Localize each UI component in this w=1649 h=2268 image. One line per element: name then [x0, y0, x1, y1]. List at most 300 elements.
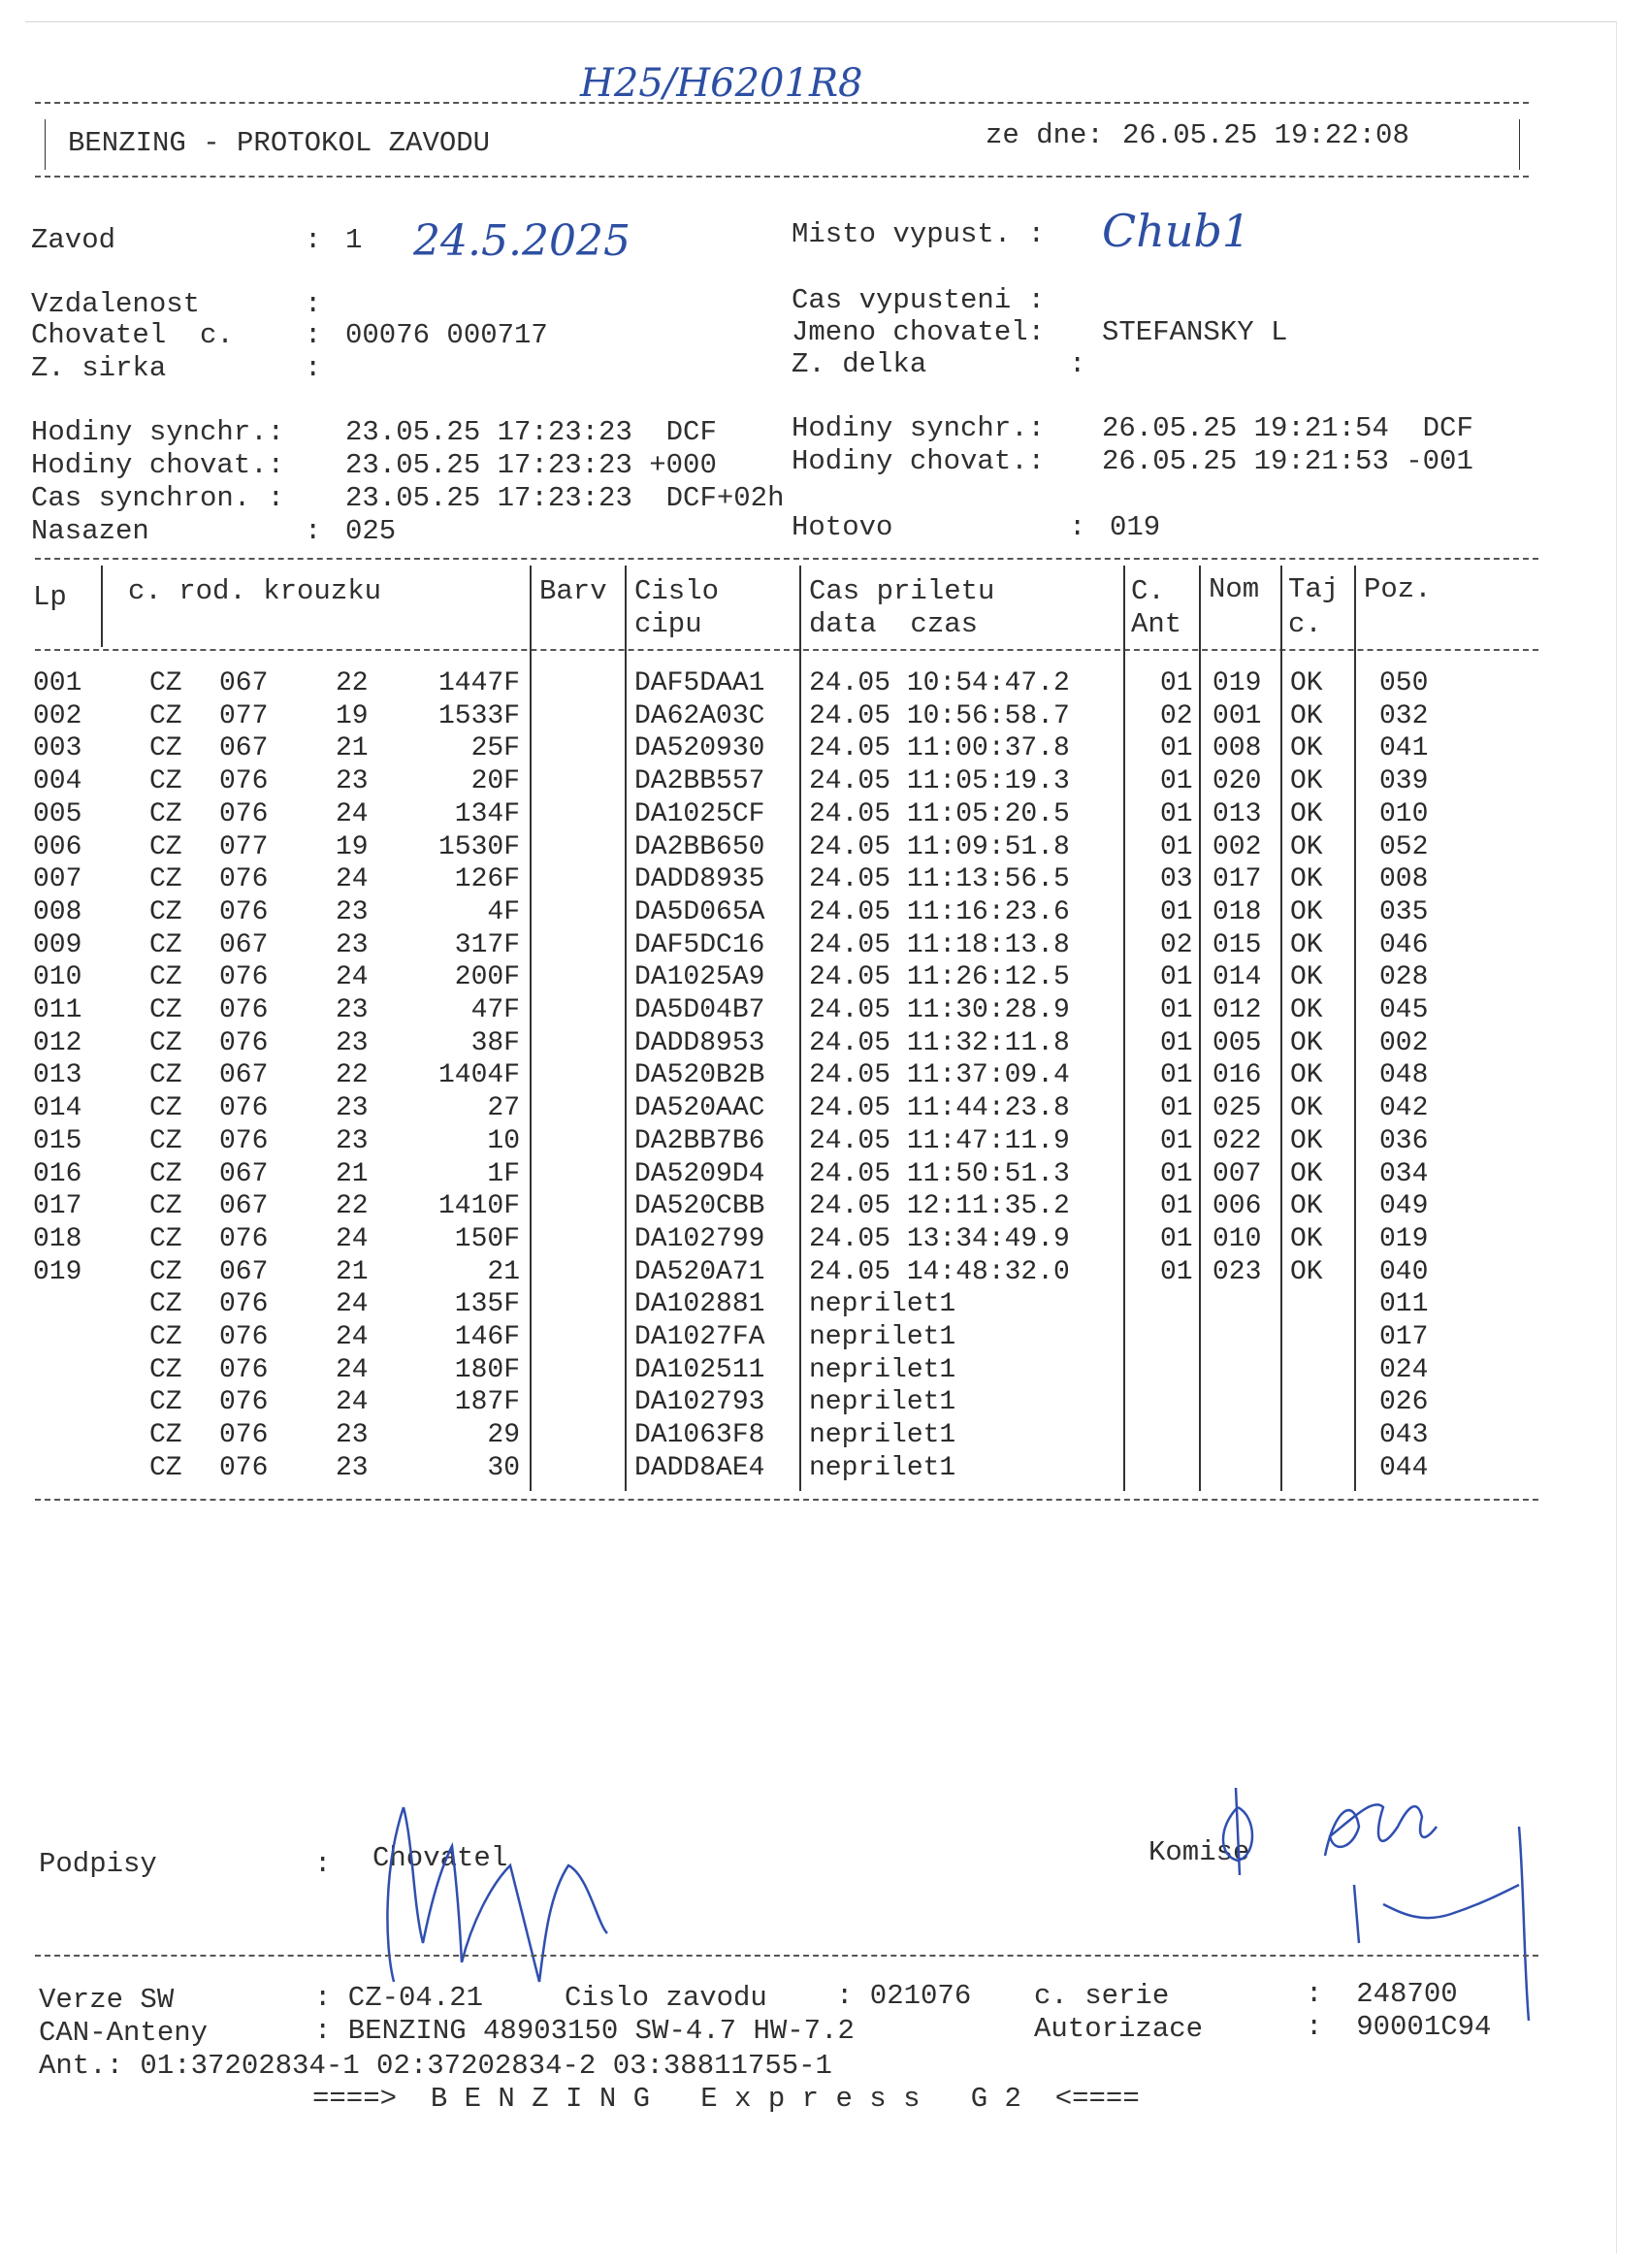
zsirka-colon: :	[305, 352, 322, 384]
cell-ant: 01	[1160, 798, 1193, 829]
cell-cz: CZ	[149, 1158, 182, 1189]
th-ring: c. rod. krouzku	[128, 575, 382, 607]
zsirka-label: Z. sirka	[31, 352, 167, 384]
cell-poz: 043	[1379, 1420, 1429, 1451]
cell-ring-b: 23	[336, 1125, 369, 1156]
header-date-value: 26.05.25 19:22:08	[1122, 119, 1409, 151]
cell-lp: 010	[33, 962, 82, 993]
cas-vypusteni-label: Cas vypusteni :	[792, 284, 1046, 316]
cell-ant: 02	[1160, 700, 1193, 731]
cell-taj: OK	[1290, 1223, 1323, 1254]
cell-ant: 01	[1160, 896, 1193, 927]
cell-nom: 008	[1212, 733, 1262, 764]
cell-cz: CZ	[149, 1256, 182, 1287]
cell-chip: DA1025A9	[634, 962, 765, 993]
cell-lp: 013	[33, 1060, 82, 1091]
cell-time: 24.05 11:26:12.5	[809, 962, 1070, 993]
cell-ring-num: 38F	[470, 1027, 520, 1058]
cell-lp: 011	[33, 995, 82, 1025]
header-right-border	[1519, 119, 1520, 170]
cell-ring-a: 076	[219, 1289, 269, 1320]
podpisy-colon: :	[314, 1848, 332, 1880]
cell-lp: 008	[33, 896, 82, 927]
cell-chip: DA5209D4	[634, 1158, 765, 1189]
cell-ring-a: 076	[219, 864, 269, 895]
cell-ring-a: 067	[219, 1158, 269, 1189]
cell-cz: CZ	[149, 1322, 182, 1352]
th-c: C.	[1131, 575, 1165, 607]
cell-time: 24.05 11:37:09.4	[809, 1060, 1070, 1091]
table-row	[25, 897, 1538, 929]
cell-ring-num: 150F	[454, 1223, 520, 1254]
cell-poz: 035	[1379, 896, 1429, 927]
cell-time: neprilet1	[809, 1289, 956, 1320]
cell-ring-a: 067	[219, 668, 269, 698]
cell-cz: CZ	[149, 1387, 182, 1418]
cell-taj: OK	[1290, 864, 1323, 895]
cell-poz: 008	[1379, 864, 1429, 895]
col-divider-lp	[101, 566, 103, 647]
cell-ring-num: 180F	[454, 1354, 520, 1385]
cell-poz: 017	[1379, 1322, 1429, 1352]
cell-time: 24.05 12:11:35.2	[809, 1191, 1070, 1222]
table-row	[25, 1355, 1538, 1387]
header-title: BENZING - PROTOKOL ZAVODU	[68, 127, 491, 159]
table-row	[25, 1453, 1538, 1485]
cell-cz: CZ	[149, 1125, 182, 1156]
table-top-border	[35, 558, 1538, 560]
cell-cz: CZ	[149, 831, 182, 862]
cell-poz: 034	[1379, 1158, 1429, 1189]
cell-poz: 048	[1379, 1060, 1429, 1091]
cell-ring-b: 24	[336, 962, 369, 993]
misto-label: Misto vypust. :	[792, 218, 1046, 250]
chovatel-label: Chovatel c.	[31, 319, 234, 351]
cell-chip: DADD8935	[634, 864, 765, 895]
cell-taj: OK	[1290, 1256, 1323, 1287]
cell-ring-a: 076	[219, 1093, 269, 1124]
cell-chip: DADD8953	[634, 1027, 765, 1058]
cell-chip: DA1063F8	[634, 1420, 765, 1451]
cell-time: 24.05 13:34:49.9	[809, 1223, 1070, 1254]
cell-taj: OK	[1290, 798, 1323, 829]
cell-ring-num: 47F	[470, 995, 520, 1025]
cell-ring-a: 076	[219, 1354, 269, 1385]
cell-ring-a: 076	[219, 1125, 269, 1156]
cell-poz: 010	[1379, 798, 1429, 829]
cell-ring-num: 20F	[470, 766, 520, 797]
cell-taj: OK	[1290, 962, 1323, 993]
cell-ant: 01	[1160, 1158, 1193, 1189]
cell-taj: OK	[1290, 831, 1323, 862]
handwritten-place: Chub1	[1102, 205, 1251, 257]
cell-poz: 041	[1379, 733, 1429, 764]
cell-chip: DA102881	[634, 1289, 765, 1320]
cell-ring-num: 134F	[454, 798, 520, 829]
cislo-zavodu-label: Cislo zavodu	[565, 1982, 767, 2014]
cell-poz: 039	[1379, 766, 1429, 797]
cell-time: 24.05 11:47:11.9	[809, 1125, 1070, 1156]
cell-taj: OK	[1290, 733, 1323, 764]
table-row	[25, 832, 1538, 864]
hod-chovat2-value: 26.05.25 19:21:53 -001	[1102, 445, 1473, 477]
hotovo-colon: :	[1069, 511, 1086, 543]
cell-nom: 010	[1212, 1223, 1262, 1254]
cell-ring-b: 24	[336, 798, 369, 829]
cell-nom: 022	[1212, 1125, 1262, 1156]
cell-poz: 049	[1379, 1191, 1429, 1222]
cell-nom: 020	[1212, 766, 1262, 797]
th-cas: Cas priletu	[809, 575, 995, 607]
cell-chip: DA2BB650	[634, 831, 765, 862]
cell-chip: DA520CBB	[634, 1191, 765, 1222]
cell-chip: DA520B2B	[634, 1060, 765, 1091]
cell-taj: OK	[1290, 896, 1323, 927]
cell-taj: OK	[1290, 1191, 1323, 1222]
cell-chip: DA520930	[634, 733, 765, 764]
cell-lp: 015	[33, 1125, 82, 1156]
can-label: CAN-Anteny	[39, 2017, 209, 2049]
cell-ring-num: 187F	[454, 1387, 520, 1418]
cell-nom: 023	[1212, 1256, 1262, 1287]
hotovo-value: 019	[1110, 511, 1161, 543]
cell-chip: DA1027FA	[634, 1322, 765, 1352]
cell-time: neprilet1	[809, 1354, 956, 1385]
cell-time: 24.05 11:09:51.8	[809, 831, 1070, 862]
cell-poz: 044	[1379, 1452, 1429, 1483]
cell-poz: 011	[1379, 1289, 1429, 1320]
cell-cz: CZ	[149, 929, 182, 960]
cell-lp: 006	[33, 831, 82, 862]
cell-ring-b: 22	[336, 1191, 369, 1222]
cell-ring-num: 25F	[470, 733, 520, 764]
th-ant: Ant	[1131, 608, 1182, 640]
cell-poz: 028	[1379, 962, 1429, 993]
handwritten-code: H25/H6201R8	[580, 61, 863, 106]
cell-nom: 018	[1212, 896, 1262, 927]
cell-ant: 01	[1160, 831, 1193, 862]
zavod-label: Zavod	[31, 224, 116, 256]
cell-chip: DA1025CF	[634, 798, 765, 829]
cell-poz: 040	[1379, 1256, 1429, 1287]
cell-ring-a: 076	[219, 995, 269, 1025]
cell-nom: 013	[1212, 798, 1262, 829]
table-row	[25, 1028, 1538, 1060]
cell-ring-b: 19	[336, 700, 369, 731]
cell-chip: DA102799	[634, 1223, 765, 1254]
cell-time: neprilet1	[809, 1387, 956, 1418]
cell-time: neprilet1	[809, 1420, 956, 1451]
cell-lp: 003	[33, 733, 82, 764]
header-top-border	[35, 102, 1529, 104]
cell-ring-b: 23	[336, 995, 369, 1025]
hod-chovat-value: 23.05.25 17:23:23 +000	[345, 449, 717, 481]
hod-synchr-value: 23.05.25 17:23:23 DCF	[345, 416, 717, 448]
header-bottom-border	[35, 176, 1529, 178]
table-row	[25, 668, 1538, 700]
table-bottom-border	[35, 1499, 1538, 1501]
cell-ant: 01	[1160, 668, 1193, 698]
cell-poz: 050	[1379, 668, 1429, 698]
cell-cz: CZ	[149, 668, 182, 698]
cell-time: neprilet1	[809, 1322, 956, 1352]
jmeno-value: STEFANSKY L	[1102, 316, 1288, 348]
table-row	[25, 1289, 1538, 1321]
cell-nom: 019	[1212, 668, 1262, 698]
express-line: ====> B E N Z I N G E x p r e s s G 2 <====	[312, 2083, 1140, 2115]
cell-chip: DA102793	[634, 1387, 765, 1418]
cell-time: 24.05 14:48:32.0	[809, 1256, 1070, 1287]
table-row	[25, 995, 1538, 1027]
cell-lp: 018	[33, 1223, 82, 1254]
cell-ring-a: 067	[219, 1256, 269, 1287]
cell-ant: 01	[1160, 1027, 1193, 1058]
cell-ring-num: 126F	[454, 864, 520, 895]
serie-label: c. serie	[1034, 1980, 1170, 2012]
cell-ring-a: 067	[219, 733, 269, 764]
cas-synchron-label: Cas synchron. :	[31, 482, 285, 514]
cell-ring-b: 21	[336, 1256, 369, 1287]
vzdalenost-label: Vzdalenost	[31, 288, 201, 320]
nasazen-value: 025	[345, 515, 397, 547]
cell-cz: CZ	[149, 962, 182, 993]
table-row	[25, 1224, 1538, 1256]
cell-cz: CZ	[149, 700, 182, 731]
cell-time: 24.05 11:18:13.8	[809, 929, 1070, 960]
cell-cz: CZ	[149, 1027, 182, 1058]
cell-cz: CZ	[149, 798, 182, 829]
cell-ring-b: 23	[336, 766, 369, 797]
cell-ring-b: 23	[336, 929, 369, 960]
cell-chip: DA102511	[634, 1354, 765, 1385]
nasazen-colon: :	[305, 515, 322, 547]
handwritten-date: 24.5.2025	[413, 216, 630, 266]
table-row	[25, 1093, 1538, 1125]
cell-nom: 014	[1212, 962, 1262, 993]
cell-poz: 052	[1379, 831, 1429, 862]
th-cipu: cipu	[634, 608, 702, 640]
cell-lp: 001	[33, 668, 82, 698]
cell-taj: OK	[1290, 1125, 1323, 1156]
th-lp: Lp	[33, 581, 67, 613]
cell-ring-a: 067	[219, 1060, 269, 1091]
cell-lp: 016	[33, 1158, 82, 1189]
cell-ring-b: 22	[336, 1060, 369, 1091]
cell-ring-num: 10	[487, 1125, 520, 1156]
cell-taj: OK	[1290, 1158, 1323, 1189]
cell-ring-a: 076	[219, 1452, 269, 1483]
cell-time: 24.05 11:00:37.8	[809, 733, 1070, 764]
table-row	[25, 1322, 1538, 1354]
verze-label: Verze SW	[39, 1984, 175, 2016]
cell-ring-b: 23	[336, 1027, 369, 1058]
table-row	[25, 701, 1538, 733]
hotovo-label: Hotovo	[792, 511, 893, 543]
hod-chovat2-label: Hodiny chovat.:	[792, 445, 1046, 477]
cell-ring-num: 1530F	[437, 831, 520, 862]
cell-taj: OK	[1290, 995, 1323, 1025]
chovatel-sign-label: Chovatel	[372, 1842, 508, 1874]
cell-poz: 019	[1379, 1223, 1429, 1254]
table-header-border	[35, 649, 1538, 651]
cell-taj: OK	[1290, 1093, 1323, 1124]
cell-ring-a: 067	[219, 1191, 269, 1222]
cell-ring-num: 1F	[487, 1158, 520, 1189]
th-poz: Poz.	[1364, 573, 1432, 605]
cell-ring-b: 23	[336, 1420, 369, 1451]
cell-time: 24.05 11:44:23.8	[809, 1093, 1070, 1124]
cell-ant: 01	[1160, 1125, 1193, 1156]
cell-ring-num: 1410F	[437, 1191, 520, 1222]
cell-cz: CZ	[149, 1289, 182, 1320]
cell-taj: OK	[1290, 766, 1323, 797]
cell-ring-num: 135F	[454, 1289, 520, 1320]
cell-ring-a: 077	[219, 831, 269, 862]
cell-ring-a: 067	[219, 929, 269, 960]
cell-ant: 01	[1160, 766, 1193, 797]
cell-chip: DAF5DC16	[634, 929, 765, 960]
cell-ring-num: 146F	[454, 1322, 520, 1352]
cell-ring-b: 24	[336, 1322, 369, 1352]
cell-chip: DA2BB557	[634, 766, 765, 797]
cell-lp: 014	[33, 1093, 82, 1124]
cell-ring-b: 24	[336, 1223, 369, 1254]
cell-ring-num: 1404F	[437, 1060, 520, 1091]
cell-taj: OK	[1290, 929, 1323, 960]
table-row	[25, 1257, 1538, 1289]
cell-nom: 015	[1212, 929, 1262, 960]
cell-lp: 017	[33, 1191, 82, 1222]
chovatel-signature	[345, 1788, 665, 2001]
cell-cz: CZ	[149, 1191, 182, 1222]
table-body	[25, 668, 1538, 1493]
zavod-value: 1	[345, 224, 363, 256]
serie-value: : 248700	[1306, 1978, 1458, 2010]
chovatel-value: 00076 000717	[345, 319, 548, 351]
cell-taj: OK	[1290, 1027, 1323, 1058]
nasazen-label: Nasazen	[31, 515, 149, 547]
cell-ring-num: 200F	[454, 962, 520, 993]
cell-ring-b: 19	[336, 831, 369, 862]
cell-cz: CZ	[149, 1354, 182, 1385]
podpisy-label: Podpisy	[39, 1848, 157, 1880]
cell-time: 24.05 11:30:28.9	[809, 995, 1070, 1025]
th-nom: Nom	[1209, 573, 1260, 605]
can-value: : BENZING 48903150 SW-4.7 HW-7.2	[314, 2015, 855, 2047]
cell-poz: 032	[1379, 700, 1429, 731]
cell-ring-num: 1533F	[437, 700, 520, 731]
cell-chip: DA520A71	[634, 1256, 765, 1287]
table-row	[25, 733, 1538, 765]
cell-cz: CZ	[149, 1420, 182, 1451]
cell-ring-b: 23	[336, 896, 369, 927]
table-row	[25, 962, 1538, 994]
zdelka-label: Z. delka	[792, 348, 927, 380]
cell-ring-a: 077	[219, 700, 269, 731]
cell-nom: 006	[1212, 1191, 1262, 1222]
table-row	[25, 1159, 1538, 1191]
cell-cz: CZ	[149, 896, 182, 927]
cell-time: 24.05 11:32:11.8	[809, 1027, 1070, 1058]
cell-poz: 046	[1379, 929, 1429, 960]
cell-ring-a: 076	[219, 896, 269, 927]
cell-cz: CZ	[149, 733, 182, 764]
chovatel-colon: :	[305, 319, 322, 351]
cell-nom: 017	[1212, 864, 1262, 895]
cell-lp: 007	[33, 864, 82, 895]
hod-synchr2-label: Hodiny synchr.:	[792, 412, 1046, 444]
cell-ring-b: 24	[336, 1387, 369, 1418]
autorizace-value: : 90001C94	[1306, 2011, 1492, 2043]
cell-time: 24.05 11:16:23.6	[809, 896, 1070, 927]
cell-ant: 02	[1160, 929, 1193, 960]
cell-nom: 007	[1212, 1158, 1262, 1189]
cell-ant: 01	[1160, 733, 1193, 764]
document-page	[25, 21, 1617, 2253]
cell-ant: 01	[1160, 1093, 1193, 1124]
header-left-border	[45, 119, 46, 170]
cell-time: 24.05 10:56:58.7	[809, 700, 1070, 731]
cell-nom: 025	[1212, 1093, 1262, 1124]
table-row	[25, 766, 1538, 798]
cell-lp: 019	[33, 1256, 82, 1287]
antenna-line: Ant.: 01:37202834-1 02:37202834-2 03:38811755-1	[39, 2050, 832, 2082]
th-data-czas: data czas	[809, 608, 979, 640]
header-date-label: ze dne:	[986, 119, 1104, 151]
table-row	[25, 1060, 1538, 1092]
verze-value: : CZ-04.21	[314, 1982, 484, 2014]
cell-taj: OK	[1290, 668, 1323, 698]
cas-synchron-value: 23.05.25 17:23:23 DCF+02h	[345, 482, 785, 514]
cislo-zavodu-value: : 021076	[836, 1980, 972, 2012]
cell-taj: OK	[1290, 700, 1323, 731]
cell-poz: 042	[1379, 1093, 1429, 1124]
cell-chip: DA2BB7B6	[634, 1125, 765, 1156]
cell-lp: 005	[33, 798, 82, 829]
cell-ring-b: 23	[336, 1452, 369, 1483]
cell-ring-num: 4F	[487, 896, 520, 927]
th-taj: Taj	[1288, 573, 1340, 605]
cell-ring-num: 29	[487, 1420, 520, 1451]
cell-ring-b: 21	[336, 1158, 369, 1189]
cell-cz: CZ	[149, 1223, 182, 1254]
table-row	[25, 864, 1538, 896]
table-row	[25, 1191, 1538, 1223]
cell-lp: 004	[33, 766, 82, 797]
cell-poz: 024	[1379, 1354, 1429, 1385]
cell-ring-b: 21	[336, 733, 369, 764]
table-row	[25, 1420, 1538, 1452]
cell-nom: 016	[1212, 1060, 1262, 1091]
cell-ring-a: 076	[219, 962, 269, 993]
cell-nom: 001	[1212, 700, 1262, 731]
cell-chip: DADD8AE4	[634, 1452, 765, 1483]
cell-chip: DA520AAC	[634, 1093, 765, 1124]
cell-cz: CZ	[149, 1093, 182, 1124]
cell-chip: DA5D065A	[634, 896, 765, 927]
cell-time: 24.05 11:13:56.5	[809, 864, 1070, 895]
autorizace-label: Autorizace	[1034, 2013, 1204, 2045]
komise-label: Komise	[1148, 1836, 1250, 1868]
cell-ring-b: 24	[336, 1289, 369, 1320]
jmeno-label: Jmeno chovatel:	[792, 316, 1046, 348]
table-row	[25, 930, 1538, 962]
cell-ring-b: 24	[336, 1354, 369, 1385]
cell-time: 24.05 11:05:20.5	[809, 798, 1070, 829]
cell-ring-num: 30	[487, 1452, 520, 1483]
cell-taj: OK	[1290, 1060, 1323, 1091]
cell-ring-num: 317F	[454, 929, 520, 960]
